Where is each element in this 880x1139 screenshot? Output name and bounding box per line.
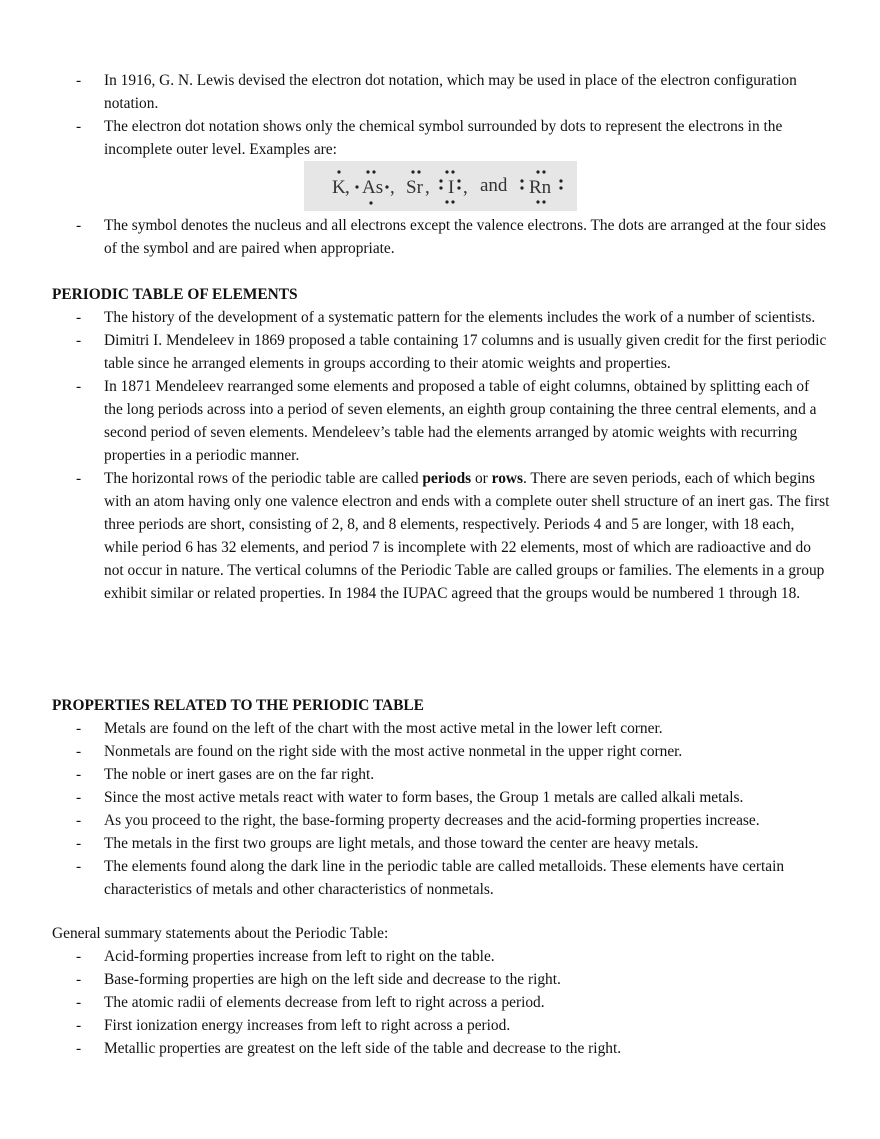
separator: , [425,177,430,198]
bullet-dash: - [76,812,82,829]
list-item [0,214,880,260]
list-item [0,740,880,763]
symbol-k: K [332,177,346,198]
item-text: Base-forming properties are high on the left side and decrease to the right. [104,971,561,988]
item-text-middle: or [471,470,492,487]
item-text: Nonmetals are found on the right side with the most active nonmetal in the upper right corner. [104,743,683,760]
separator: , [345,177,350,198]
item-text-after: . There are seven periods, each of which begins with an atom having only one valence electron and ends with a complete outer shell structure of an inert gas. The first three periods are short, consisting of 2, 8, and 8 elements, respectively. Periods 4 and 5 are longer, with 18 each, while period 6 has 32 elements, and period 7 is incomplete with 22 elements, most of which are radioactive and do not occur in nature. The vertical columns of the Periodic Table are called groups or families. The elements in a group exhibit similar or related properties. In 1984 the IUPAC agreed that the groups would be numbered 1 through 18. [104,470,830,602]
list-item [0,968,880,991]
item-text: The noble or inert gases are on the far right. [104,766,375,783]
summary-lead: General summary statements about the Periodic Table: [52,925,389,942]
list-item [0,763,880,786]
item-text: The atomic radii of elements decrease from left to right across a period. [104,994,545,1011]
section-heading-periodic-table: PERIODIC TABLE OF ELEMENTS [52,286,298,303]
symbol-sr: Sr [406,177,423,198]
intro-list [0,69,880,161]
bullet-dash: - [76,858,82,875]
bullet-dash: - [76,470,82,487]
list-item [0,1037,880,1060]
list-item [0,115,880,161]
bullet-dash: - [76,743,82,760]
item-text: As you proceed to the right, the base-forming property decreases and the acid-forming properties increase. [104,812,760,829]
list-item [0,467,880,605]
bullet-dash: - [76,994,82,1011]
item-text: The symbol denotes the nucleus and all electrons except the valence electrons. The dots are arranged at the four sides of the symbol and are paired when appropriate. [104,217,826,257]
item-text: Acid-forming properties increase from left to right on the table. [104,948,495,965]
separator: , [390,177,395,198]
list-item [0,855,880,901]
symbol-as: As [362,177,384,198]
bullet-dash: - [76,1017,82,1034]
bullet-dash: - [76,217,82,234]
list-item [0,991,880,1014]
list-item [0,306,880,329]
bullet-dash: - [76,332,82,349]
periodic-table-list [0,306,880,605]
bullet-dash: - [76,309,82,326]
item-text: Dimitri I. Mendeleev in 1869 proposed a table containing 17 columns and is usually given credit for the first periodic table since he arranged elements in groups according to their atomic weights and properties. [104,332,827,372]
symbol-i: I [448,177,455,198]
bullet-dash: - [76,789,82,806]
item-text: The electron dot notation shows only the chemical symbol surrounded by dots to represent the electrons in the incomplete outer level. Examples are: [104,118,783,158]
item-text: The metals in the first two groups are light metals, and those toward the center are heavy metals. [104,835,699,852]
item-text: In 1871 Mendeleev rearranged some elements and proposed a table of eight columns, obtained by splitting each of the long periods across into a period of seven elements, an eighth group containing the three central elements, and a second period of seven elements. Mendeleev’s table had the elements arranged by atomic weights with recurring properties in a periodic manner. [104,378,817,464]
list-item [0,832,880,855]
item-text: First ionization energy increases from left to right across a period. [104,1017,511,1034]
list-item [0,717,880,740]
list-item [0,329,880,375]
term-rows: rows [491,470,524,487]
item-text: Since the most active metals react with water to form bases, the Group 1 metals are called alkali metals. [104,789,744,806]
item-text: The elements found along the dark line in the periodic table are called metalloids. These elements have certain characteristics of metals and other characteristics of nonmetals. [104,858,785,898]
bullet-dash: - [76,971,82,988]
bullet-dash: - [76,766,82,783]
and-word: and [480,175,508,196]
bullet-dash: - [76,835,82,852]
item-text-before: The horizontal rows of the periodic table are called [104,470,423,487]
section-heading-properties: PROPERTIES RELATED TO THE PERIODIC TABLE [52,697,424,714]
bullet-dash: - [76,1040,82,1057]
list-item [0,69,880,115]
item-text: In 1916, G. N. Lewis devised the electron dot notation, which may be used in place of the electron configuration notation. [104,72,797,112]
intro-list-continued [0,214,880,260]
bullet-dash: - [76,948,82,965]
separator: , [463,177,468,198]
properties-list [0,717,880,901]
electron-dot-examples-image [304,161,577,211]
bullet-dash: - [76,378,82,395]
item-text: The history of the development of a systematic pattern for the elements includes the work of a number of scientists. [104,309,816,326]
bullet-dash: - [76,72,82,89]
list-item [0,945,880,968]
list-item [0,1014,880,1037]
term-periods: periods [422,470,472,487]
bullet-dash: - [76,720,82,737]
bullet-dash: - [76,118,82,135]
list-item [0,786,880,809]
symbol-rn: Rn [529,177,552,198]
item-text: Metallic properties are greatest on the left side of the table and decrease to the right. [104,1040,622,1057]
item-text: Metals are found on the left of the chart with the most active metal in the lower left corner. [104,720,663,737]
list-item [0,375,880,467]
summary-list [0,945,880,1060]
list-item [0,809,880,832]
